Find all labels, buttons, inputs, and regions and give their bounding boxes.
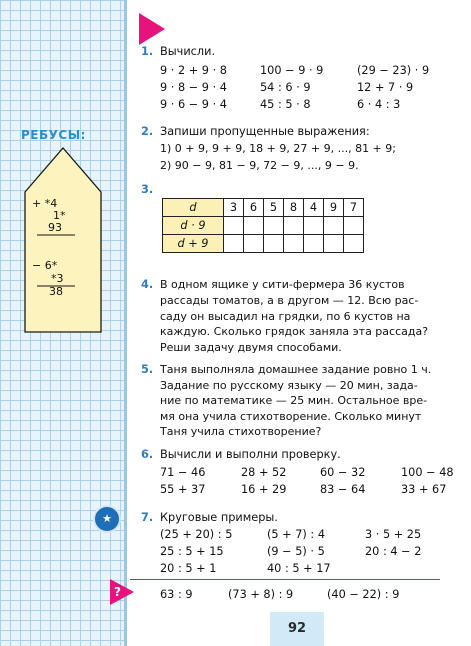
d-value: 4: [304, 199, 324, 217]
task3-table: [162, 198, 364, 253]
bonus-expr: (73 + 8) : 9: [228, 588, 294, 601]
rebus-card: [17, 146, 109, 336]
rebus2-row1: − 6*: [32, 259, 58, 272]
question-mark: ?: [114, 585, 121, 599]
row-label-d-times-9: d · 9: [163, 217, 224, 235]
empty-cell: [344, 235, 364, 253]
task5-line: Таня выполняла домашнее задание ровно 1 ч.: [160, 363, 432, 376]
d-value: 3: [224, 199, 244, 217]
page-number: 92: [287, 621, 307, 636]
task1-expr: 45 : 5 · 8: [260, 98, 311, 111]
task5-line: Задание по русскому языку — 20 мин, зада-: [160, 379, 418, 392]
task1-title: Вычисли.: [160, 45, 216, 58]
task2-number: 2.: [141, 125, 154, 138]
task1-expr: 9 · 8 − 9 · 4: [160, 81, 227, 94]
task1-expr: 9 · 6 − 9 · 4: [160, 98, 227, 111]
task4-line: каждую. Сколько грядок заняла эта рассада?: [160, 325, 429, 338]
task7-expr: (25 + 20) : 5: [160, 528, 233, 541]
task6-expr: 16 + 29: [241, 483, 287, 496]
d-value: 6: [244, 199, 264, 217]
rebus1-row1: + *4: [32, 197, 58, 210]
task6-expr: 33 + 67: [401, 483, 447, 496]
empty-cell: [264, 235, 284, 253]
task1-number: 1.: [141, 45, 154, 58]
empty-cell: [324, 235, 344, 253]
star-icon: ★: [93, 505, 121, 533]
rebus2-result: 38: [49, 285, 63, 298]
empty-cell: [224, 217, 244, 235]
question-badge: [110, 579, 148, 606]
empty-cell: [224, 235, 244, 253]
task6-expr: 60 − 32: [320, 466, 366, 479]
task4-line: Реши задачу двумя способами.: [160, 341, 342, 354]
page-number-tab: [270, 612, 324, 646]
task6-expr: 71 − 46: [160, 466, 206, 479]
rebus-card-shape: [17, 146, 109, 336]
empty-cell: [344, 217, 364, 235]
empty-cell: [244, 235, 264, 253]
table-row: [163, 199, 364, 217]
d-value: 5: [264, 199, 284, 217]
rebus-title: РЕБУСЫ:: [21, 128, 86, 142]
d-value: 8: [284, 199, 304, 217]
task1-expr: 100 − 9 · 9: [260, 64, 324, 77]
empty-cell: [244, 217, 264, 235]
task7-expr: 25 : 5 + 15: [160, 545, 224, 558]
bonus-expr: (40 − 22) : 9: [327, 588, 400, 601]
task6-title: Вычисли и выполни проверку.: [160, 448, 341, 461]
empty-cell: [284, 235, 304, 253]
rebus2-row2: *3: [51, 272, 64, 285]
task5-line: мя она учила стихотворение. Сколько минут: [160, 410, 422, 423]
task4-number: 4.: [141, 278, 154, 291]
task2-line2: 2) 90 − 9, 81 − 9, 72 − 9, ..., 9 − 9.: [160, 159, 359, 172]
table-row: [163, 235, 364, 253]
task1-expr: 9 · 2 + 9 · 8: [160, 64, 227, 77]
rebus1-row2: 1*: [53, 209, 66, 222]
task1-expr: 12 + 7 · 9: [357, 81, 414, 94]
task6-expr: 55 + 37: [160, 483, 206, 496]
task7-expr: 20 : 4 − 2: [365, 545, 422, 558]
bonus-expr: 63 : 9: [160, 588, 193, 601]
task4-line: рассады томатов, а в другом — 12. Всю рас-: [160, 294, 419, 307]
section-divider: [130, 579, 440, 580]
task6-expr: 100 − 48: [401, 466, 454, 479]
d-value: 7: [344, 199, 364, 217]
empty-cell: [324, 217, 344, 235]
row-label-d: d: [163, 199, 224, 217]
task5-number: 5.: [141, 363, 154, 376]
empty-cell: [284, 217, 304, 235]
task6-expr: 83 − 64: [320, 483, 366, 496]
empty-cell: [304, 235, 324, 253]
margin-border: [124, 0, 127, 646]
task4-line: саду он высадил на грядки, по 6 кустов на: [160, 310, 411, 323]
rebus1-result: 93: [48, 221, 62, 234]
task7-expr: 20 : 5 + 1: [160, 562, 217, 575]
task7-expr: 40 : 5 + 17: [267, 562, 331, 575]
task5-line: Таня учила стихотворение?: [160, 425, 322, 438]
task2-title: Запиши пропущенные выражения:: [160, 125, 370, 138]
table-row: [163, 217, 364, 235]
task5-line: ние по математике — 25 мин. Остальное вре-: [160, 394, 428, 407]
task7-title: Круговые примеры.: [160, 511, 278, 524]
task7-number: 7.: [141, 511, 154, 524]
task7-expr: 3 · 5 + 25: [365, 528, 422, 541]
task4-line: В одном ящике у сити-фермера 36 кустов: [160, 278, 405, 291]
task1-expr: 6 · 4 : 3: [357, 98, 401, 111]
d-value: 9: [324, 199, 344, 217]
task1-expr: 54 : 6 · 9: [260, 81, 311, 94]
empty-cell: [264, 217, 284, 235]
task7-expr: (5 + 7) : 4: [267, 528, 326, 541]
task1-expr: (29 − 23) · 9: [357, 64, 430, 77]
task6-number: 6.: [141, 448, 154, 461]
pink-triangle-icon: [139, 13, 165, 45]
empty-cell: [304, 217, 324, 235]
task2-line1: 1) 0 + 9, 9 + 9, 18 + 9, 27 + 9, ..., 81 + 9;: [160, 142, 396, 155]
task6-expr: 28 + 52: [241, 466, 287, 479]
task7-expr: (9 − 5) · 5: [267, 545, 325, 558]
row-label-d-plus-9: d + 9: [163, 235, 224, 253]
task3-number: 3.: [141, 183, 154, 196]
